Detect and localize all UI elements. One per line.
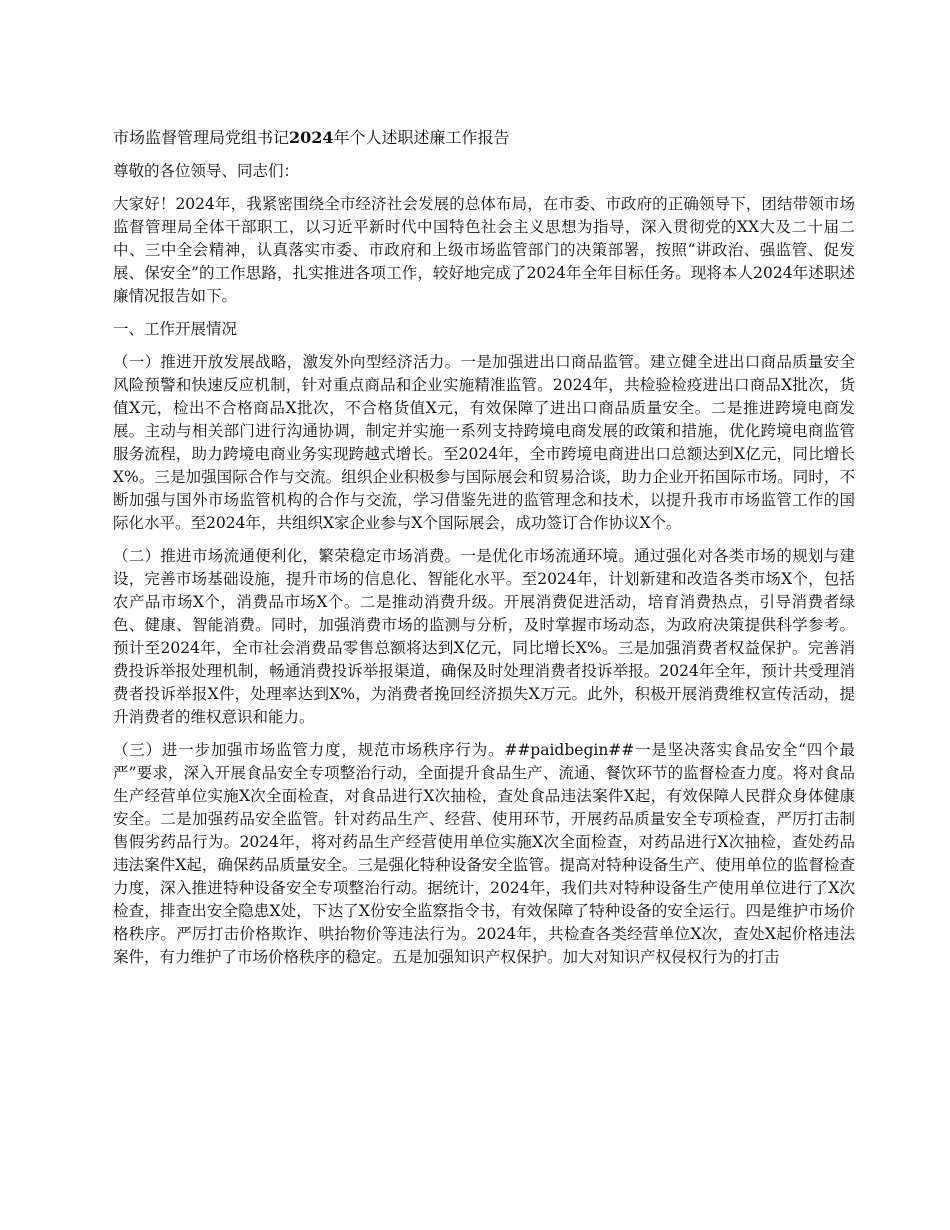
section-1-paragraph: （一）推进开放发展战略，激发外向型经济活力。一是加强进出口商品监管。建立健全进出口商品质量安全风险预警和快速反应机制，针对重点商品和企业实施精准监管。2024年，共检验检疫进出口商品X批次，货值X元，检出不合格商品X批次，不合格货值X元，有效保障了进出口商品质量安全。二是推进跨境电商发展。主动与相关部门进行沟通协调，制定并实施一系列支持跨境电商发展的政策和措施，优化跨境电商监管服务流程，助力跨境电商业务实现跨越式增长。至2024年，全市跨境电商进出口总额达到X亿元，同比增长X%。三是加强国际合作与交流。组织企业积极参与国际展会和贸易洽谈，助力企业开拓国际市场。同时，不断加强与国外市场监管机构的合作与交流，学习借鉴先进的监管理念和技术，以提升我市市场监管工作的国际化水平。至2024年，共组织X家企业参与X个国际展会，成功签订合作协议X个。 — [113, 353, 855, 532]
section-3-paragraph: （三）进一步加强市场监管力度，规范市场秩序行为。##paidbegin##一是坚决落实食品安全“四个最严”要求，深入开展食品安全专项整治行动，全面提升食品生产、流通、餐饮环节的监督检查力度。将对食品生产经营单位实施X次全面检查，对食品进行X次抽检，查处食品违法案件X起，有效保障人民群众身体健康安全。二是加强药品安全监管。针对药品生产、经营、使用环节，开展药品质量安全专项检查，严厉打击制售假劣药品行为。2024年，将对药品生产经营使用单位实施X次全面检查，对药品进行X次抽检，查处药品违法案件X起，确保药品质量安全。三是强化特种设备安全监管。提高对特种设备生产、使用单位的监督检查力度，深入推进特种设备安全专项整治行动。据统计，2024年，我们共对特种设备生产使用单位进行了X次检查，排查出安全隐患X处，下达了X份安全监察指令书，有效保障了特种设备的安全运行。四是维护市场价格秩序。严厉打击价格欺诈、哄抬物价等违法行为。2024年，共检查各类经营单位X次，查处X起价格违法案件，有力维护了市场价格秩序的稳定。五是加强知识产权保护。加大对知识产权侵权行为的打击 — [113, 741, 855, 966]
salutation: 尊敬的各位领导、同志们： — [113, 162, 300, 180]
title-suffix: 年个人述职述廉工作报告 — [333, 128, 510, 147]
intro-paragraph: 大家好！2024年，我紧密围绕全市经济社会发展的总体布局，在市委、市政府的正确领导下，团结带领市场监督管理局全体干部职工，以习近平新时代中国特色社会主义思想为指导，深入贯彻党的XX大及二十届二中、三中全会精神，认真落实市委、市政府和上级市场监管部门的决策部署，按照“讲政治、强监管、促发展、保安全”的工作思路，扎实推进各项工作，较好地完成了2024年全年目标任务。现将本人2024年述职述廉情况报告如下。 — [113, 195, 855, 305]
title-year: 2024 — [289, 128, 334, 147]
document-title — [113, 126, 855, 150]
section-heading: 一、工作开展情况 — [113, 320, 238, 338]
section-2-paragraph: （二）推进市场流通便利化，繁荣稳定市场消费。一是优化市场流通环境。通过强化对各类市场的规划与建设，完善市场基础设施，提升市场的信息化、智能化水平。至2024年，计划新建和改造各类市场X个，包括农产品市场X个，消费品市场X个。二是推动消费升级。开展消费促进活动，培育消费热点，引导消费者绿色、健康、智能消费。同时，加强消费市场的监测与分析，及时掌握市场动态，为政府决策提供科学参考。预计至2024年，全市社会消费品零售总额将达到X亿元，同比增长X%。三是加强消费者权益保护。完善消费投诉举报处理机制，畅通消费投诉举报渠道，确保及时处理消费者投诉举报。2024年全年，预计共受理消费者投诉举报X件，处理率达到X%，为消费者挽回经济损失X万元。此外，积极开展消费维权宣传活动，提升消费者的维权意识和能力。 — [113, 547, 855, 726]
document-page — [113, 126, 855, 979]
title-prefix: 市场监督管理局党组书记 — [113, 128, 290, 147]
